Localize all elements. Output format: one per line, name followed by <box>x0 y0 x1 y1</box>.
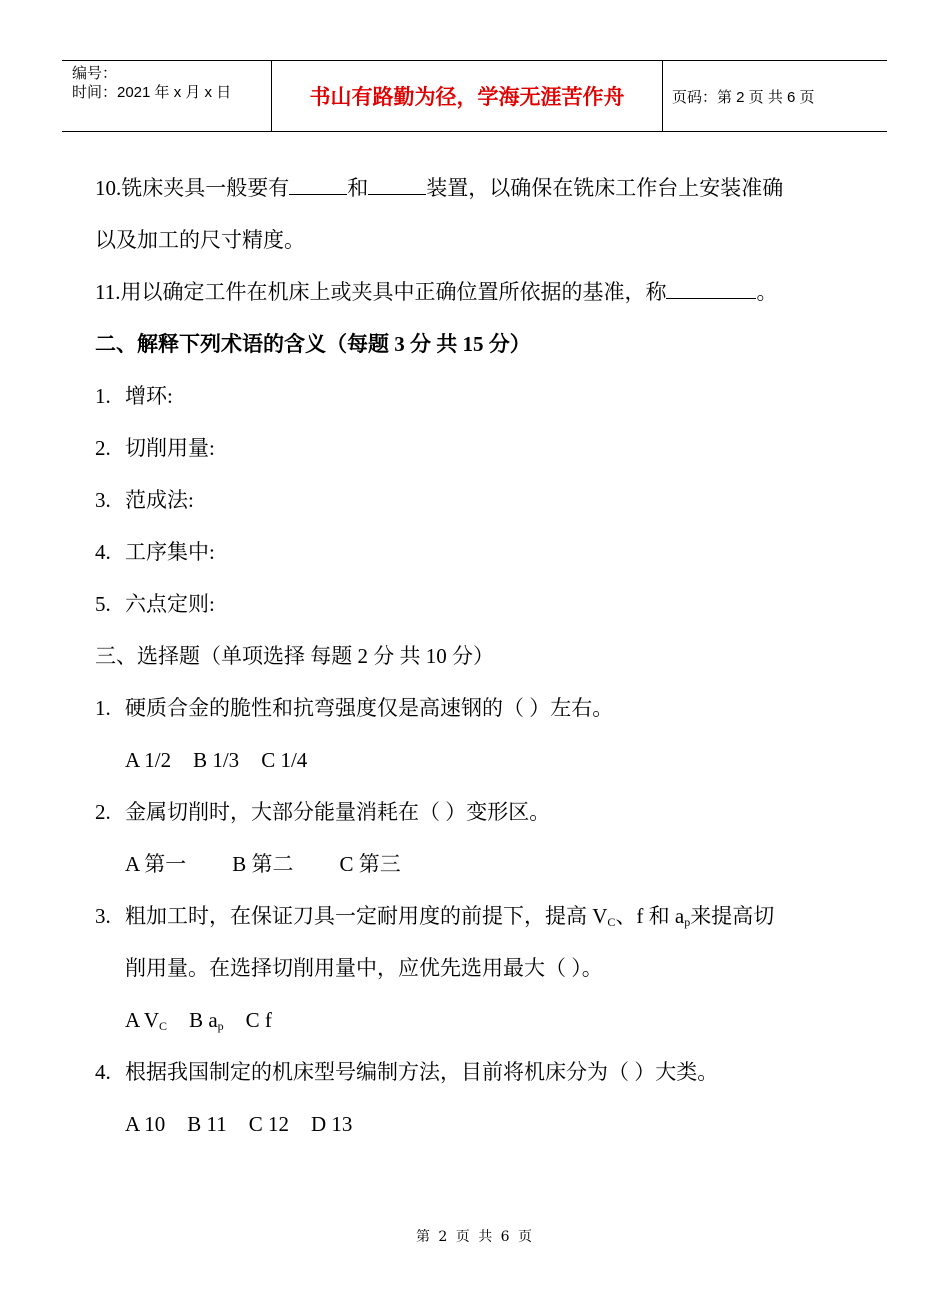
document-body <box>95 162 865 1150</box>
term-item: 5. 六点定则: <box>95 592 215 616</box>
time-label: 时间：2021 年 x 月 x 日 <box>72 84 232 101</box>
term-item: 3. 范成法: <box>95 488 194 512</box>
question-11: 11.用以确定工件在机床上或夹具中正确位置所依据的基准，称 。 <box>95 280 778 304</box>
choice-options-1: A 1/2 B 1/3 C 1/4 <box>125 748 308 772</box>
answer-blank <box>666 280 756 299</box>
answer-blank <box>289 176 347 195</box>
header-info <box>62 61 272 131</box>
question-10-line1: 10.铣床夹具一般要有 和 装置，以确保在铣床工作台上安装准确 <box>95 176 784 200</box>
term-item: 2. 切削用量: <box>95 436 215 460</box>
answer-blank <box>368 176 426 195</box>
choice-options-4: A 10 B 11 C 12 D 13 <box>125 1112 353 1136</box>
choice-options-3: A $V_C$ B $a_p$ C f <box>125 1008 272 1033</box>
header-motto: 书山有路勤为径，学海无涯苦作舟 <box>272 61 663 131</box>
choice-question-2: 2. 金属切削时，大部分能量消耗在（ ）变形区。 <box>95 800 551 824</box>
header-page-label: 页码：第 2 页 共 6 页 <box>672 88 815 106</box>
choice-question-1: 1. 硬质合金的脆性和抗弯强度仅是高速钢的（ ）左右。 <box>95 696 614 720</box>
question-10-line2: 以及加工的尺寸精度。 <box>95 228 305 252</box>
choice-question-4: 4. 根据我国制定的机床型号编制方法，目前将机床分为（ ）大类。 <box>95 1060 719 1084</box>
choice-options-2: A 第一 B 第二 C 第三 <box>125 852 401 876</box>
term-item: 4. 工序集中: <box>95 540 215 564</box>
term-item: 1. 增环: <box>95 384 173 408</box>
page-footer: 第 2 页 共 6 页 <box>415 1229 535 1245</box>
section-3-title: 三、选择题（单项选择 每题 2 分 共 10 分） <box>95 644 494 668</box>
section-2-title: 二、解释下列术语的含义（每题 3 分 共 15 分） <box>95 332 531 356</box>
number-label: 编号： <box>72 65 118 82</box>
choice-question-3-line2: 削用量。在选择切削用量中，应优先选用最大（ ）。 <box>125 956 603 980</box>
page-header <box>62 60 887 132</box>
choice-question-3-line1: 3. 粗加工时，在保证刀具一定耐用度的前提下，提高 $V_C$、f 和 $a_p$来提高切 <box>95 904 775 929</box>
